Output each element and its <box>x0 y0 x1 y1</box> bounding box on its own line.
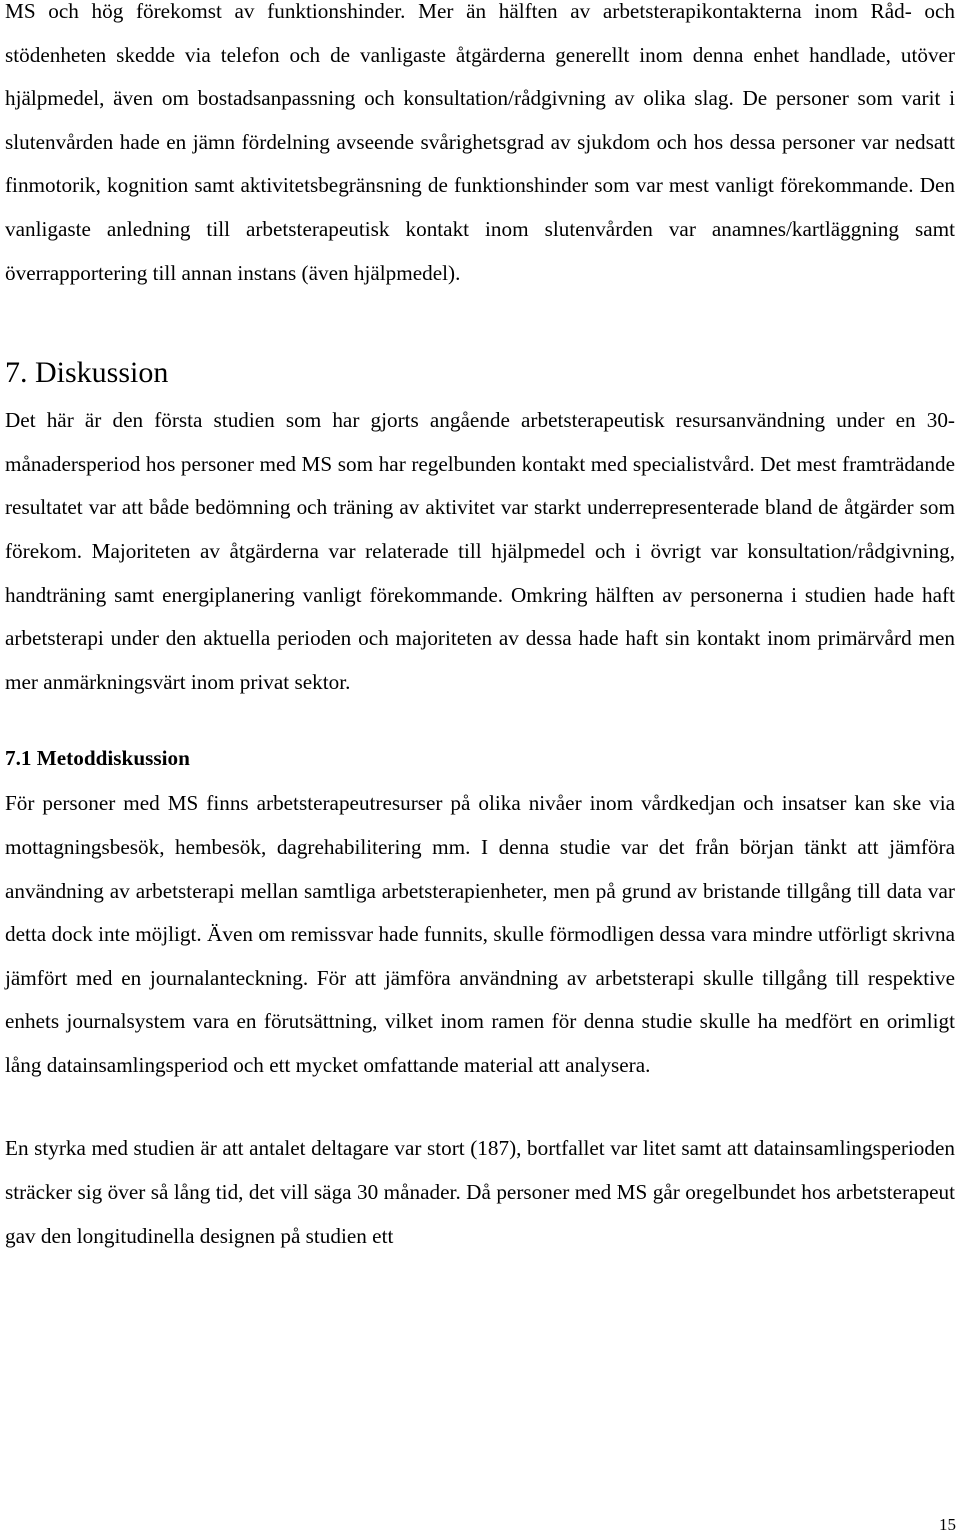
intro-paragraph: MS och hög förekomst av funktionshinder. Mer än hälften av arbetsterapikontakterna inom Råd- och stödenheten skedde via telefon och de vanligaste åtgärderna generellt inom denna enhet handlade, utöver hjälpmedel, även om bostadsanpassning och konsultation/rådgivning av olika slag. De personer som varit i slutenvården hade en jämn fördelning avseende svårighetsgrad av sjukdom och hos dessa personer var nedsatt finmotorik, kognition samt aktivitetsbegränsning de funktionshinder som var mest vanligt förekommande. Den vanligaste anledning till arbetsterapeutisk kontakt inom slutenvården var anamnes/kartläggning samt överrapportering till annan instans (även hjälpmedel). <box>5 0 955 285</box>
page-number: 15 <box>939 1515 956 1534</box>
section-heading-diskussion: 7. Diskussion <box>5 356 169 390</box>
subsection-heading-metoddiskussion: 7.1 Metoddiskussion <box>5 746 190 771</box>
document-page <box>5 0 955 1258</box>
metod-paragraph-1: För personer med MS finns arbetsterapeutresurser på olika nivåer inom vårdkedjan och insatser kan ske via mottagningsbesök, hembesök, dagrehabilitering mm. I denna studie var det från början tänkt att jämföra användning av arbetsterapi mellan samtliga arbetsterapienheter, men på grund av bristande tillgång till data var detta dock inte möjligt. Även om remissvar hade funnits, skulle förmodligen dessa vara mindre utförligt skrivna jämfört med en journalanteckning. För att jämföra användning av arbetsterapi skulle tillgång till respektive enhets journalsystem vara en förutsättning, vilket inom ramen för denna studie skulle ha medfört en orimligt lång datainsamlingsperiod och ett mycket omfattande material att analysera. <box>5 791 955 1077</box>
diskussion-paragraph: Det här är den första studien som har gjorts angående arbetsterapeutisk resursanvändning under en 30-månadersperiod hos personer med MS som har regelbunden kontakt med specialistvård. Det mest framträdande resultatet var att både bedömning och träning av aktivitet var starkt underrepresenterade bland de åtgärder som förekom. Majoriteten av åtgärderna var relaterade till hjälpmedel och i övrigt var konsultation/rådgivning, handträning samt energiplanering vanligt förekommande. Omkring hälften av personerna i studien hade haft arbetsterapi under den aktuella perioden och majoriteten av dessa hade haft sin kontakt inom primärvård men mer anmärkningsvärt inom privat sektor. <box>5 408 955 694</box>
metod-paragraph-2: En styrka med studien är att antalet deltagare var stort (187), bortfallet var litet samt att datainsamlingsperioden sträcker sig över så lång tid, det vill säga 30 månader. Då personer med MS går oregelbundet hos arbetsterapeut gav den longitudinella designen på studien ett <box>5 1136 955 1248</box>
